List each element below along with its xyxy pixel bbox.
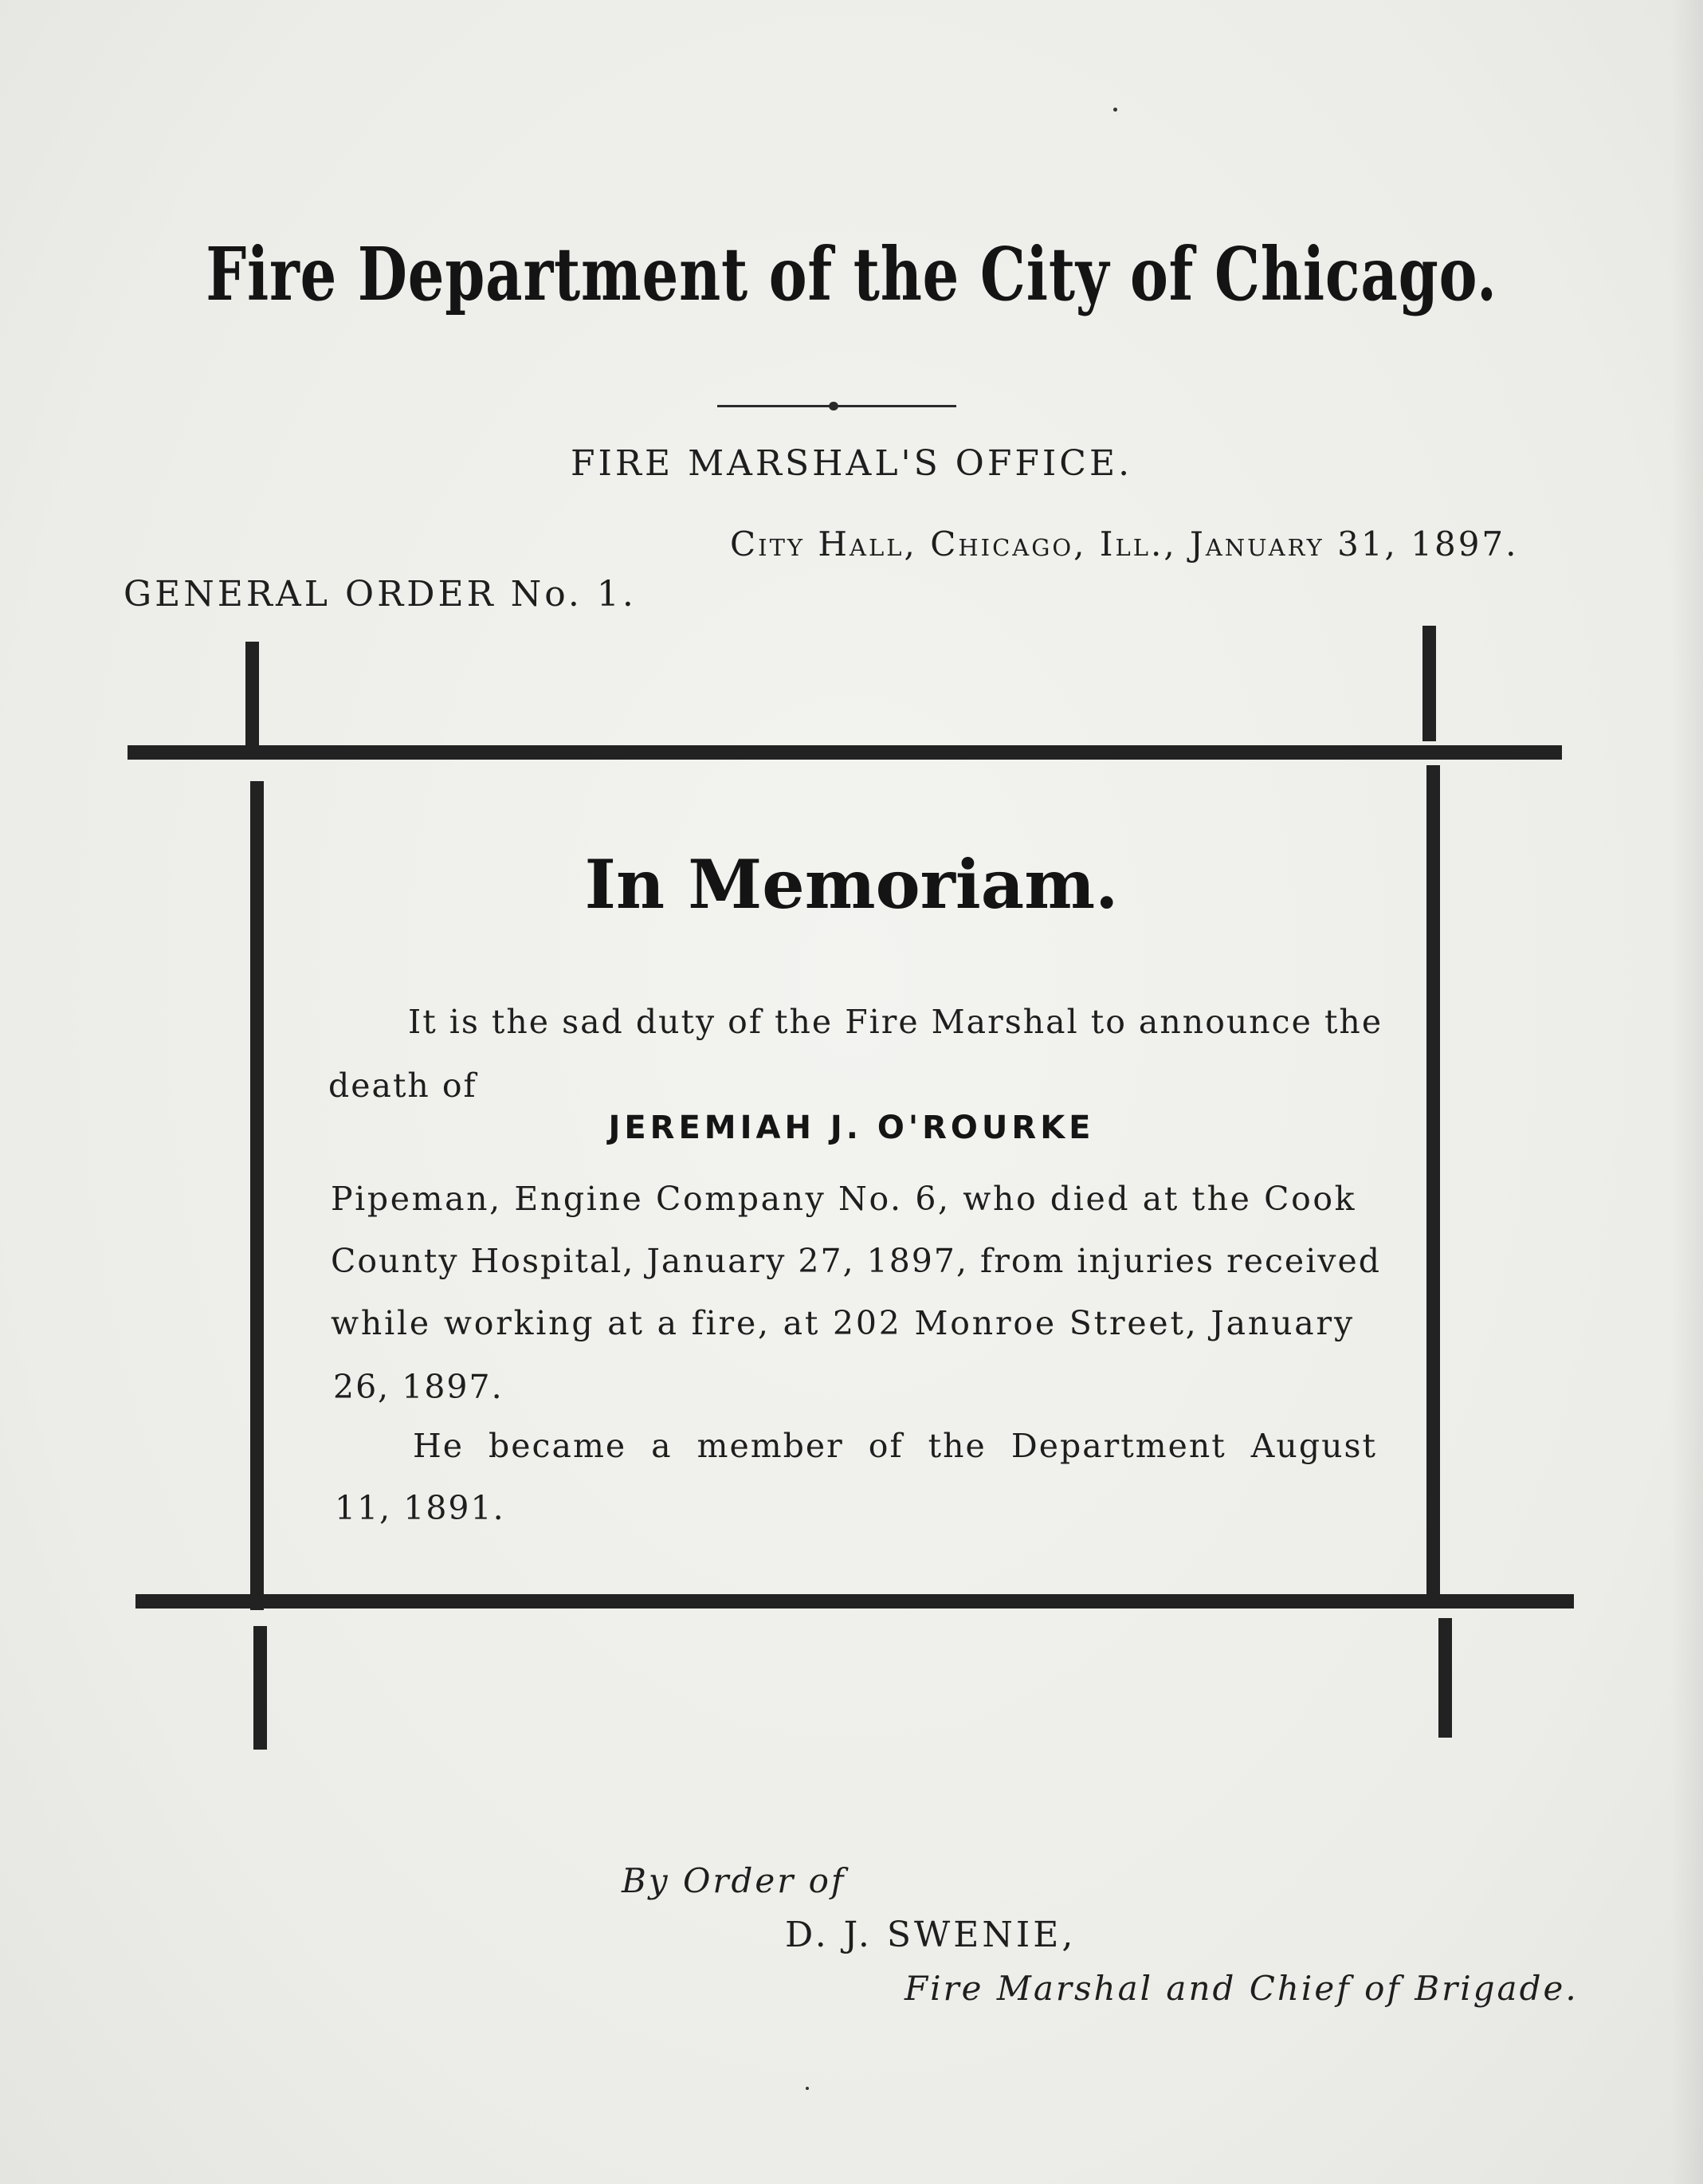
memoriam-heading: In Memoriam. [584,845,1119,924]
detail-text-line-3: while working at a fire, at 202 Monroe Street, January [331,1304,1355,1342]
title-divider-ornament [829,402,838,410]
general-order-number: GENERAL ORDER No. 1. [124,574,637,615]
frame-right-bar-lower [1438,1618,1452,1738]
department-title: Fire Department of the City of Chicago. [206,231,1497,317]
member-text-line-2: 11, 1891. [335,1489,505,1527]
frame-right-bar-upper [1422,626,1436,741]
detail-text-line-4: 26, 1897. [333,1368,504,1406]
paper-speck [806,2087,809,2090]
intro-text-line-2: death of [328,1066,477,1105]
signatory-title: Fire Marshal and Chief of Brigade. [904,1969,1579,2008]
frame-left-bar-lower [253,1626,267,1750]
detail-text-line-2: County Hospital, January 27, 1897, from injuries received [331,1242,1381,1280]
page-edge-shadow [1671,0,1703,2184]
signatory-name: D. J. SWENIE, [785,1915,1077,1955]
intro-text-line-1: It is the sad duty of the Fire Marshal to announce the [408,1003,1383,1041]
by-order-line: By Order of [622,1861,846,1900]
member-text-line-1: He became a member of the Department August [413,1427,1377,1465]
paper-speck [1113,108,1117,112]
frame-top-bar [128,745,1562,760]
detail-text-line-1: Pipeman, Engine Company No. 6, who died at the Cook [331,1180,1357,1218]
office-heading: FIRE MARSHAL'S OFFICE. [570,443,1133,484]
frame-bottom-bar [135,1594,1574,1609]
location-date-line: City Hall, Chicago, Ill., January 31, 1897. [730,524,1519,564]
frame-left-bar-upper [245,642,259,757]
deceased-name: JEREMIAH J. O'ROURKE [608,1110,1095,1146]
